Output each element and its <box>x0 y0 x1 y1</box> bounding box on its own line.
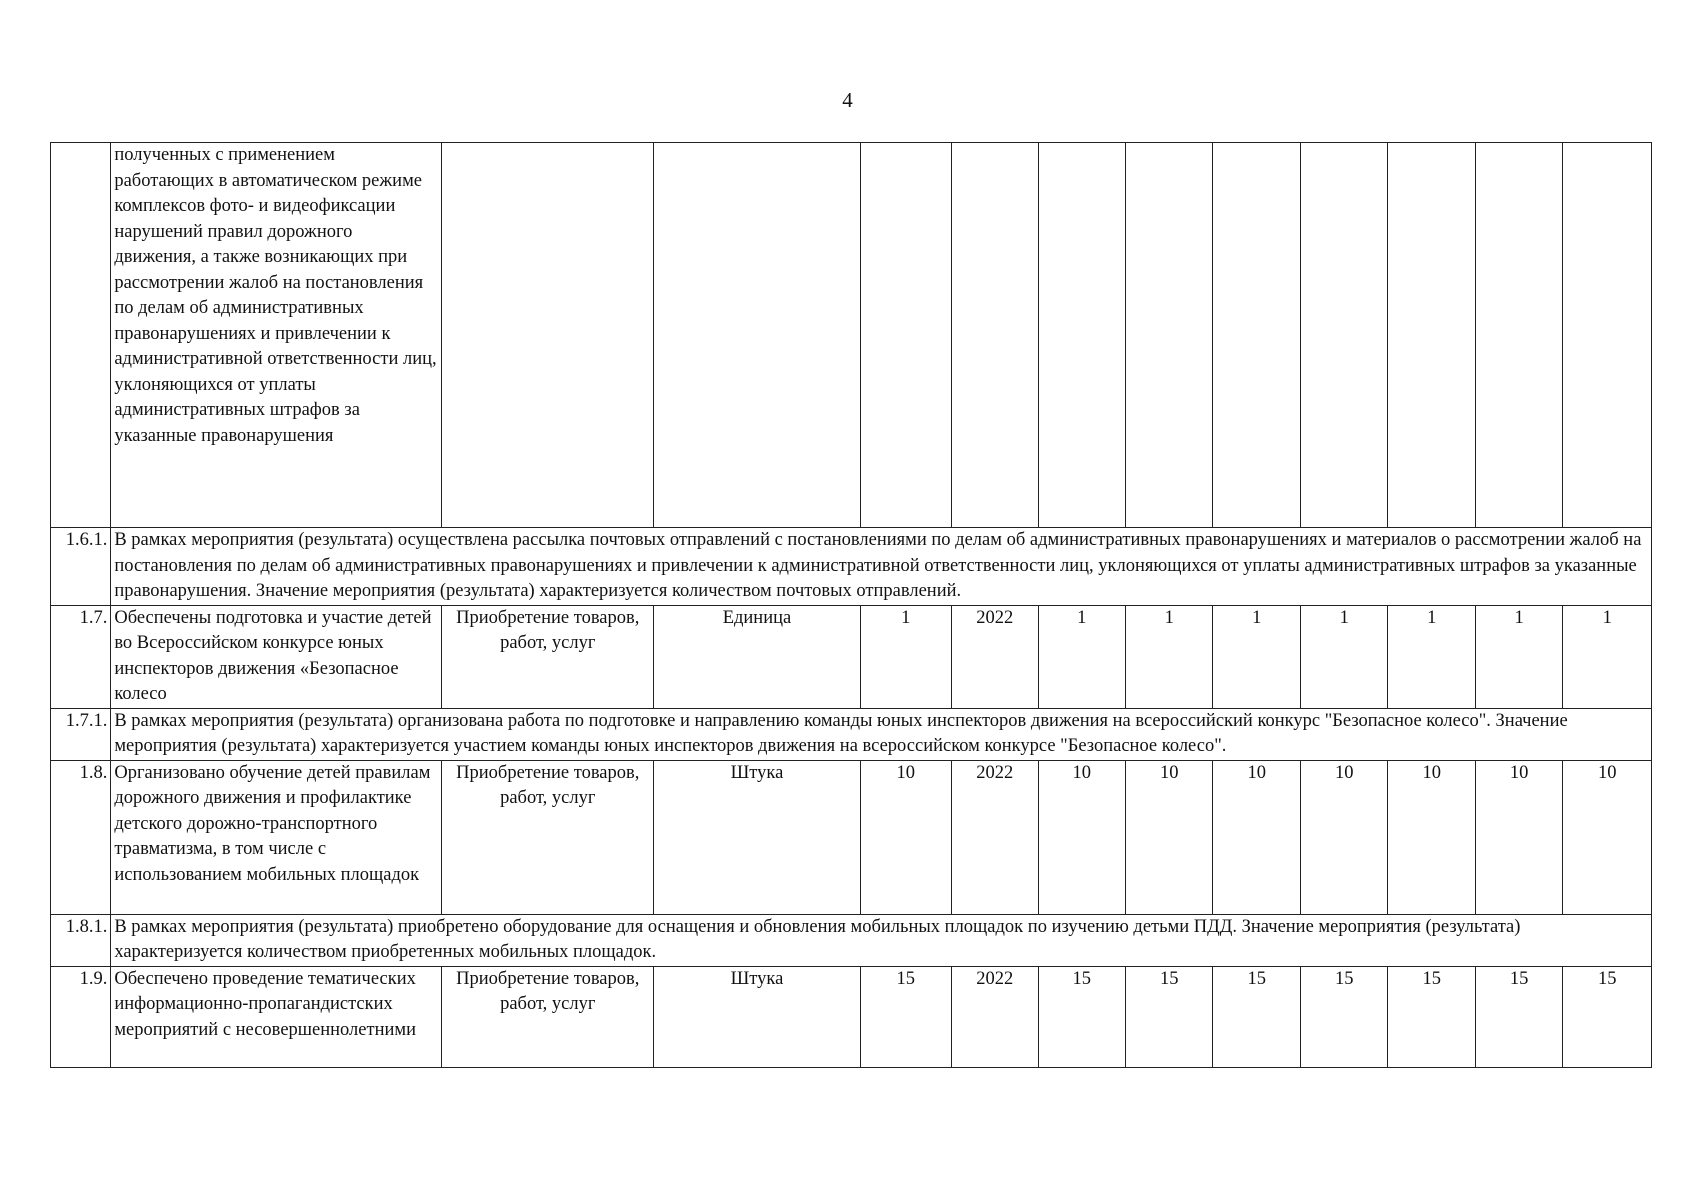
description-text: В рамках мероприятия (результата) осуществлена рассылка почтовых отправлений с постановлениями по делам об административных правонарушениях и материалов о рассмотрении жалоб на постановления по делам об административных правонарушениях и привлечении к административной ответственности лиц, уклоняющихся от уплаты административных штрафов за указанные правонарушения. Значение мероприятия (результата) характеризуется количеством почтовых отправлений. <box>111 528 1652 606</box>
year-value: 1 <box>1300 605 1387 708</box>
item-name: Обеспечены подготовка и участие детей во Всероссийском конкурсе юных инспекторов движения «Безопасное колесо <box>111 605 442 708</box>
year-value: 10 <box>1475 760 1562 914</box>
table-row <box>51 605 1652 708</box>
year-value: 1 <box>1126 605 1213 708</box>
year-value: 15 <box>1038 966 1125 1067</box>
row-number: 1.7. <box>51 605 111 708</box>
page-number: 4 <box>842 88 853 112</box>
year-value: 10 <box>1038 760 1125 914</box>
item-unit: Штука <box>654 760 860 914</box>
description-text: В рамках мероприятия (результата) приобретено оборудование для оснащения и обновления мобильных площадок по изучению детьми ПДД. Значение мероприятия (результата) характеризуется количеством приобретенных мобильных площадок. <box>111 914 1652 966</box>
year-value: 15 <box>1388 966 1475 1067</box>
year-value: 1 <box>1563 605 1652 708</box>
item-type: Приобретение товаров, работ, услуг <box>442 760 654 914</box>
base-value: 15 <box>860 966 952 1067</box>
table-row <box>51 966 1652 1067</box>
base-value <box>860 143 952 528</box>
item-type: Приобретение товаров, работ, услуг <box>442 605 654 708</box>
year-value: 1 <box>1038 605 1125 708</box>
table-row <box>51 143 1652 528</box>
item-type: Приобретение товаров, работ, услуг <box>442 966 654 1067</box>
row-number: 1.9. <box>51 966 111 1067</box>
item-unit <box>654 143 860 528</box>
year-value: 1 <box>1475 605 1562 708</box>
activities-table <box>50 142 1652 1068</box>
table-row <box>51 760 1652 914</box>
item-name: полученных с применением работающих в автоматическом режиме комплексов фото- и видеофиксации нарушений правил дорожного движения, а также возникающих при рассмотрении жалоб на постановления по делам об административных правонарушениях и привлечении к административной ответственности лиц, уклоняющихся от уплаты административных штрафов за указанные правонарушения <box>111 143 442 528</box>
year-value: 1 <box>1388 605 1475 708</box>
description-row <box>51 528 1652 606</box>
item-unit: Штука <box>654 966 860 1067</box>
year-value: 15 <box>1563 966 1652 1067</box>
base-year: 2022 <box>952 966 1038 1067</box>
year-value: 1 <box>1213 605 1300 708</box>
item-unit: Единица <box>654 605 860 708</box>
base-value: 1 <box>860 605 952 708</box>
base-year <box>952 143 1038 528</box>
item-name: Организовано обучение детей правилам дорожного движения и профилактике детского дорожно-транспортного травматизма, в том числе с использованием мобильных площадок <box>111 760 442 914</box>
item-name: Обеспечено проведение тематических информационно-пропагандистских мероприятий с несовершеннолетними <box>111 966 442 1067</box>
year-value: 10 <box>1300 760 1387 914</box>
row-number: 1.6.1. <box>51 528 111 606</box>
row-number: 1.8. <box>51 760 111 914</box>
year-value: 15 <box>1300 966 1387 1067</box>
year-value <box>1213 143 1300 528</box>
year-value: 15 <box>1126 966 1213 1067</box>
base-year: 2022 <box>952 760 1038 914</box>
year-value: 10 <box>1213 760 1300 914</box>
year-value <box>1563 143 1652 528</box>
description-text: В рамках мероприятия (результата) организована работа по подготовке и направлению команды юных инспекторов движения на всероссийский конкурс "Безопасное колесо". Значение мероприятия (результата) характеризуется участием команды юных инспекторов движения на всероссийском конкурсе "Безопасное колесо". <box>111 708 1652 760</box>
base-year: 2022 <box>952 605 1038 708</box>
row-number <box>51 143 111 528</box>
description-row <box>51 914 1652 966</box>
year-value: 10 <box>1563 760 1652 914</box>
year-value <box>1475 143 1562 528</box>
year-value <box>1038 143 1125 528</box>
year-value: 10 <box>1126 760 1213 914</box>
year-value <box>1126 143 1213 528</box>
year-value: 15 <box>1475 966 1562 1067</box>
base-value: 10 <box>860 760 952 914</box>
row-number: 1.8.1. <box>51 914 111 966</box>
description-row <box>51 708 1652 760</box>
row-number: 1.7.1. <box>51 708 111 760</box>
year-value: 15 <box>1213 966 1300 1067</box>
item-type <box>442 143 654 528</box>
year-value: 10 <box>1388 760 1475 914</box>
year-value <box>1388 143 1475 528</box>
year-value <box>1300 143 1387 528</box>
